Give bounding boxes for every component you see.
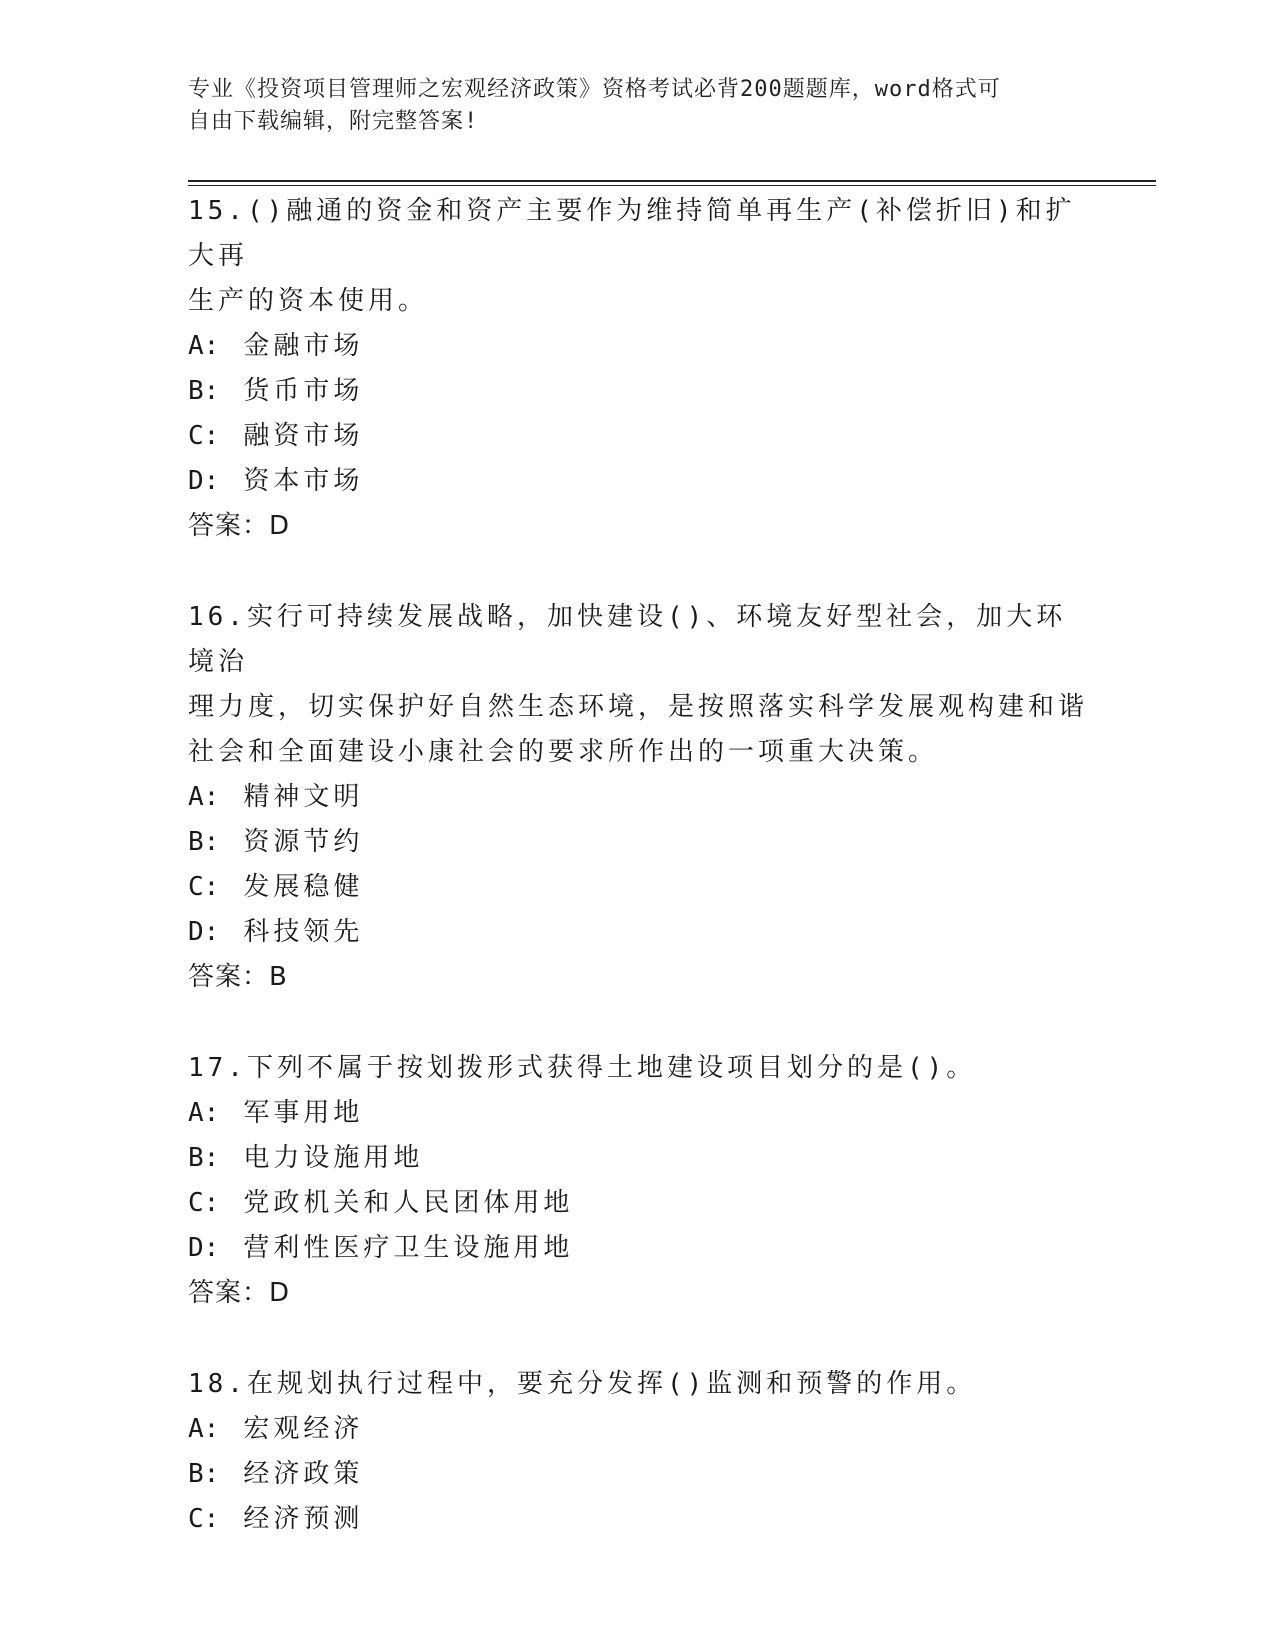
option-letter: A: xyxy=(188,1098,220,1128)
answer-key: 答案：B xyxy=(188,962,288,992)
answer-option xyxy=(188,820,1088,865)
option-letter: B: xyxy=(188,1143,220,1173)
question-stem-line: 理力度，切实保护好自然生态环境，是按照落实科学发展观构建和谐 xyxy=(188,692,1089,722)
answer-option xyxy=(188,910,1088,955)
answer-option xyxy=(188,1091,1088,1136)
header-line-1: 专业《投资项目管理师之宏观经济政策》资格考试必背200题题库，word格式可 xyxy=(188,77,1001,102)
option-text: 经济政策 xyxy=(243,1459,364,1489)
answer-option xyxy=(188,369,1088,414)
option-letter: B: xyxy=(188,827,220,857)
answer-option xyxy=(188,1136,1088,1181)
option-text: 电力设施用地 xyxy=(243,1143,424,1173)
answer-option xyxy=(188,324,1088,369)
option-text: 科技领先 xyxy=(243,917,364,947)
question-list xyxy=(188,189,1088,1588)
question-stem-line: 18.在规划执行过程中，要充分发挥()监测和预警的作用。 xyxy=(188,1369,977,1399)
option-text: 金融市场 xyxy=(243,331,364,361)
option-text: 资本市场 xyxy=(243,466,364,496)
question-stem-line: 17.下列不属于按划拨形式获得土地建设项目划分的是()。 xyxy=(188,1053,977,1083)
option-text: 经济预测 xyxy=(243,1504,364,1534)
document-header xyxy=(188,74,1068,138)
option-letter: C: xyxy=(188,872,220,902)
option-text: 精神文明 xyxy=(243,782,364,812)
answer-option xyxy=(188,1452,1088,1497)
option-letter: A: xyxy=(188,782,220,812)
answer-option xyxy=(188,775,1088,820)
option-letter: D: xyxy=(188,917,220,947)
answer-option xyxy=(188,459,1088,504)
option-text: 货币市场 xyxy=(243,376,364,406)
question-stem-line: 16.实行可持续发展战略，加快建设()、环境友好型社会，加大环境治 xyxy=(188,602,1067,677)
answer-option xyxy=(188,1226,1088,1271)
option-text: 发展稳健 xyxy=(243,872,364,902)
answer-option xyxy=(188,414,1088,459)
option-letter: D: xyxy=(188,1233,220,1263)
question-block xyxy=(188,189,1088,549)
question-block xyxy=(188,1362,1088,1542)
option-text: 融资市场 xyxy=(243,421,364,451)
option-letter: C: xyxy=(188,1504,220,1534)
question-stem-line: 生产的资本使用。 xyxy=(188,286,429,316)
header-line-2: 自由下载编辑，附完整答案! xyxy=(188,109,479,134)
option-text: 营利性医疗卫生设施用地 xyxy=(243,1233,574,1263)
option-letter: B: xyxy=(188,1459,220,1489)
option-text: 军事用地 xyxy=(243,1098,364,1128)
answer-option xyxy=(188,1181,1088,1226)
option-letter: C: xyxy=(188,1188,220,1218)
option-text: 党政机关和人民团体用地 xyxy=(243,1188,574,1218)
question-block xyxy=(188,595,1088,1000)
option-text: 宏观经济 xyxy=(243,1414,364,1444)
option-text: 资源节约 xyxy=(243,827,364,857)
answer-key: 答案：D xyxy=(188,511,291,541)
option-letter: A: xyxy=(188,1414,220,1444)
option-letter: C: xyxy=(188,421,220,451)
answer-key: 答案：D xyxy=(188,1278,291,1308)
question-stem-line: 社会和全面建设小康社会的要求所作出的一项重大决策。 xyxy=(188,737,939,767)
question-block xyxy=(188,1046,1088,1316)
header-divider xyxy=(188,180,1156,186)
question-stem-line: 15.()融通的资金和资产主要作为维持简单再生产(补偿折旧)和扩大再 xyxy=(188,196,1076,271)
option-letter: A: xyxy=(188,331,220,361)
answer-option xyxy=(188,1407,1088,1452)
answer-option xyxy=(188,1497,1088,1542)
option-letter: D: xyxy=(188,466,220,496)
option-letter: B: xyxy=(188,376,220,406)
answer-option xyxy=(188,865,1088,910)
